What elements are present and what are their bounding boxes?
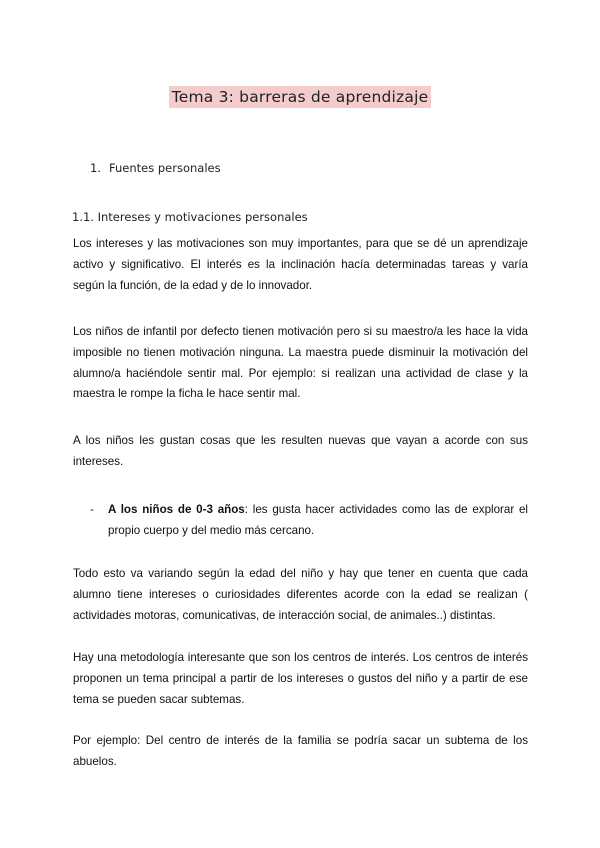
- subsection-heading: 1.1. Intereses y motivaciones personales: [72, 210, 308, 224]
- section-number: 1.: [90, 161, 101, 175]
- title-wrap: [0, 86, 600, 108]
- section-label: Fuentes personales: [109, 161, 221, 175]
- paragraph-intereses: Los intereses y las motivaciones son muy importantes, para que se dé un aprendizaje activo y significativo. El interés es la inclinación hacía determinadas tareas y varía según la función, de la edad y de lo innovador.: [73, 237, 528, 292]
- page-title: Tema 3: barreras de aprendizaje: [169, 86, 432, 108]
- bullet-text: : les gusta hacer actividades como las de explorar el propio cuerpo y del medio más cercano.: [108, 503, 529, 537]
- bullet-dash: -: [90, 503, 94, 516]
- paragraph-motivacion: Los niños de infantil por defecto tienen motivación pero si su maestro/a les hace la vida imposible no tienen motivación ninguna. La maestra puede disminuir la motivación del alumno/a haciéndole sentir mal. Por ejemplo: si realizan una actividad de clase y la maestra le rompe la ficha le hace sentir mal.: [73, 325, 528, 401]
- paragraph-centros: Hay una metodología interesante que son los centros de interés. Los centros de interés proponen un tema principal a partir de los intereses o gustos del niño y a partir de ese tema se pueden sacar subtemas.: [73, 651, 528, 706]
- bullet-item: [108, 500, 528, 542]
- section-heading: [90, 161, 221, 175]
- paragraph-novedad: A los niños les gustan cosas que les resulten nuevas que vayan a acorde con sus intereses.: [73, 434, 528, 468]
- paragraph-ejemplo: Por ejemplo: Del centro de interés de la familia se podría sacar un subtema de los abuelos.: [73, 734, 528, 768]
- paragraph-edad: Todo esto va variando según la edad del niño y hay que tener en cuenta que cada alumno tiene intereses o curiosidades diferentes acorde con la edad se realizan ( actividades motoras, comunicativas, de interacción social, de animales..) distintas.: [73, 567, 528, 622]
- bullet-bold: A los niños de 0-3 años: [108, 503, 245, 516]
